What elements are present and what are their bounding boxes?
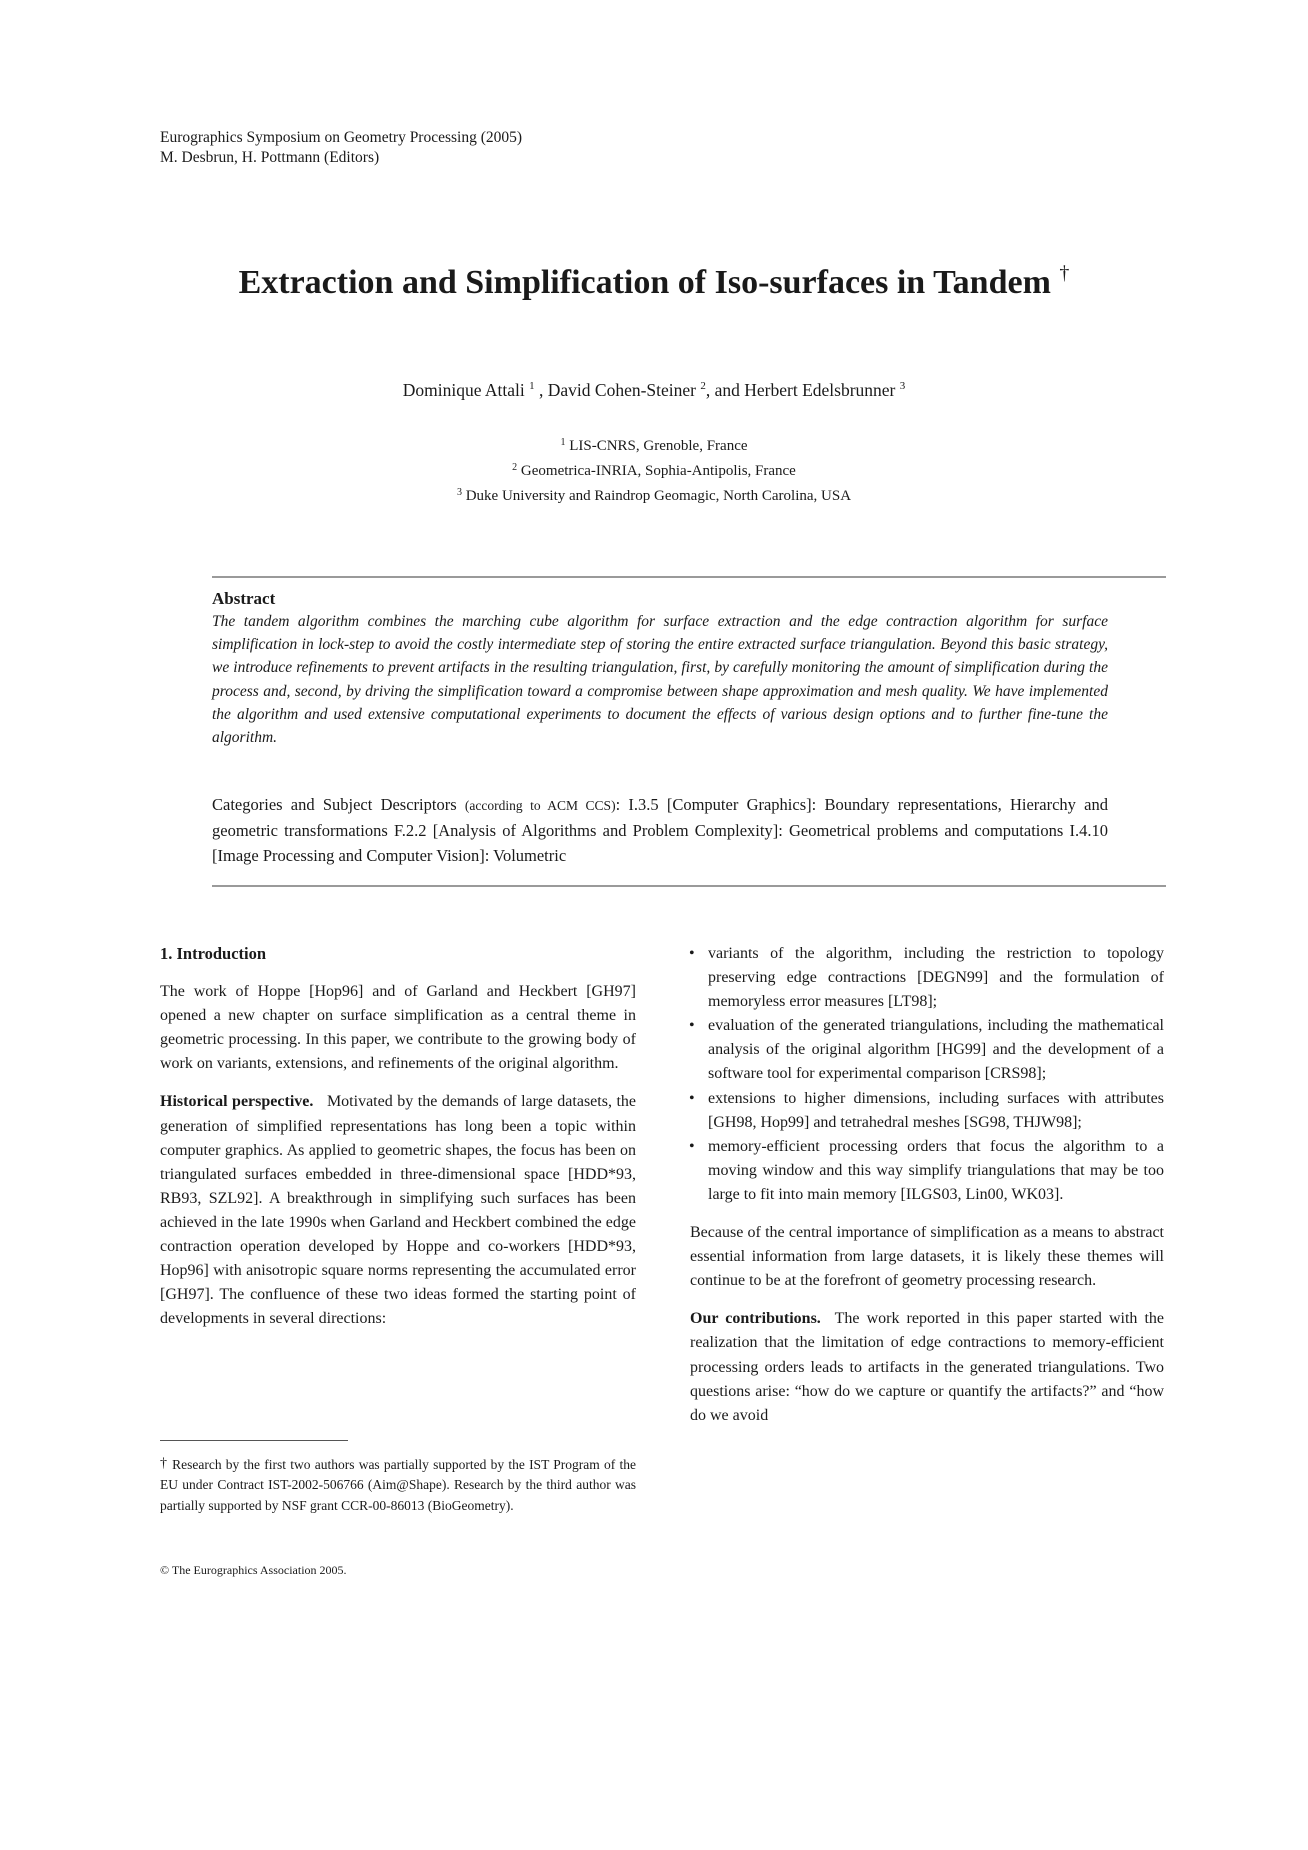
footnote-text: Research by the first two authors was partially supported by the IST Program of the EU under Contract IST-2002-506766 (Aim@Shape). Research by the third author was partially supported by NSF grant CCR-00-86013 (BioGeometry). — [160, 1457, 636, 1513]
abstract-top-rule — [212, 576, 1166, 578]
importance-paragraph: Because of the central importance of simplification as a means to abstract essential information from large datasets, it is likely these themes will continue to be at the forefront of geometry processing research. — [690, 1224, 1164, 1290]
author-mark: 3 — [899, 380, 906, 392]
affiliation-text: LIS-CNRS, Grenoble, France — [569, 438, 748, 454]
author-mark: 1 — [529, 380, 535, 392]
author-separator: , — [534, 380, 548, 400]
abstract-heading: Abstract — [212, 589, 276, 608]
right-column — [690, 942, 1164, 1442]
venue-header — [160, 128, 522, 168]
directions-list — [690, 942, 1164, 1207]
affiliation-mark: 3 — [456, 487, 462, 498]
historical-paragraph — [160, 1090, 636, 1331]
left-column — [160, 942, 636, 1345]
list-item: • evaluation of the generated triangulations, including the mathematical analysis of the original algorithm [HG99] and the development of a software tool for experimental comparison [CRS98]; — [690, 1014, 1164, 1086]
historical-text: Motivated by the demands of large datasets, the generation of simplified representations has long been a topic within computer graphics. As applied to geometric shapes, the focus has been on triangulated surfaces embedded in three-dimensional space [HDD*93, RB93, SZL92]. A breakthrough in simplifying such surfaces has been achieved in the late 1990s when Garland and Heckbert combined the edge contraction operation developed by Hoppe and co-workers [HDD*93, Hop96] with anisotropic square norms representing the accumulated error [GH97]. The confluence of these two ideas formed the starting point of developments in several directions: — [160, 1093, 637, 1328]
affiliation-text: Duke University and Raindrop Geomagic, North Carolina, USA — [465, 488, 852, 504]
footnote-rule — [160, 1440, 348, 1441]
paper-title — [0, 262, 1308, 302]
copyright-notice: © The Eurographics Association 2005. — [160, 1563, 347, 1577]
historical-runin-heading: Historical perspective. — [160, 1093, 314, 1111]
affiliation — [0, 432, 1308, 457]
footnote-mark: † — [160, 1456, 168, 1471]
affiliation-list — [0, 432, 1308, 507]
list-item: • extensions to higher dimensions, including surfaces with attributes [GH98, Hop99] and tetrahedral meshes [SG98, THJW98]; — [690, 1087, 1164, 1135]
affiliation-text: Geometrica-INRIA, Sophia-Antipolis, France — [520, 463, 796, 479]
intro-paragraph: The work of Hoppe [Hop96] and of Garland and Heckbert [GH97] opened a new chapter on surface simplification as a central theme in geometric processing. In this paper, we contribute to the growing body of work on variants, extensions, and refinements of the original algorithm. — [160, 983, 636, 1073]
footnote — [160, 1454, 636, 1516]
list-item: • memory-efficient processing orders that focus the algorithm to a moving window and this way simplify triangulations that may be too large to fit into main memory [ILGS03, Lin00, WK03]. — [690, 1135, 1164, 1207]
author-name: Dominique Attali — [402, 380, 525, 400]
affiliation — [0, 482, 1308, 507]
list-item: • variants of the algorithm, including the restriction to topology preserving edge contractions [DEGN99] and the formulation of memoryless error measures [LT98]; — [690, 942, 1164, 1014]
affiliation — [0, 457, 1308, 482]
affiliation-mark: 1 — [560, 437, 566, 448]
abstract-bottom-rule — [212, 885, 1166, 887]
ccs-label: Categories and Subject Descriptors — [212, 795, 457, 814]
author-name: David Cohen-Steiner — [547, 380, 696, 400]
contributions-paragraph — [690, 1307, 1164, 1427]
author-separator: , and — [705, 380, 745, 400]
ccs-note: (according to ACM CCS) — [464, 798, 616, 813]
section-heading-introduction: 1. Introduction — [160, 944, 267, 963]
contributions-runin-heading: Our contributions. — [690, 1310, 821, 1328]
ccs-categories — [212, 792, 1108, 868]
title-text: Extraction and Simplification of Iso-surfaces in Tandem — [238, 264, 1051, 301]
title-dagger: † — [1059, 262, 1070, 284]
ccs-text: : I.3.5 [Computer Graphics]: Boundary representations, Hierarchy and geometric transformations F.2.2 [Analysis of Algorithms and Problem Complexity]: Geometrical problems and computations I.4.10 [Image Processing and Computer Vision]: Volumetric — [212, 795, 1108, 865]
author-name: Herbert Edelsbrunner — [744, 380, 896, 400]
affiliation-mark: 2 — [512, 462, 518, 473]
abstract-text: The tandem algorithm combines the marching cube algorithm for surface extraction and the edge contraction algorithm for surface simplification in lock-step to avoid the costly intermediate step of storing the entire extracted surface triangulation. Beyond this basic strategy, we introduce refinements to prevent artifacts in the resulting triangulation, first, by carefully monitoring the amount of simplification during the process and, second, by driving the simplification toward a compromise between shape approximation and mesh quality. We have implemented the algorithm and used extensive computational experiments to document the effects of various design options and to further fine-tune the algorithm. — [212, 613, 1108, 747]
contributions-text: The work reported in this paper started with the realization that the limitation of edge contractions to memory-efficient processing orders leads to artifacts in the generated triangulations. Two questions arise: “how do we capture or quantify the artifacts?” and “how do we avoid — [690, 1310, 1164, 1424]
venue-line: Eurographics Symposium on Geometry Processing (2005) — [160, 129, 523, 146]
author-list — [0, 380, 1308, 401]
abstract — [212, 588, 1108, 749]
author-mark: 2 — [700, 380, 706, 392]
editors-line: M. Desbrun, H. Pottmann (Editors) — [160, 149, 380, 166]
